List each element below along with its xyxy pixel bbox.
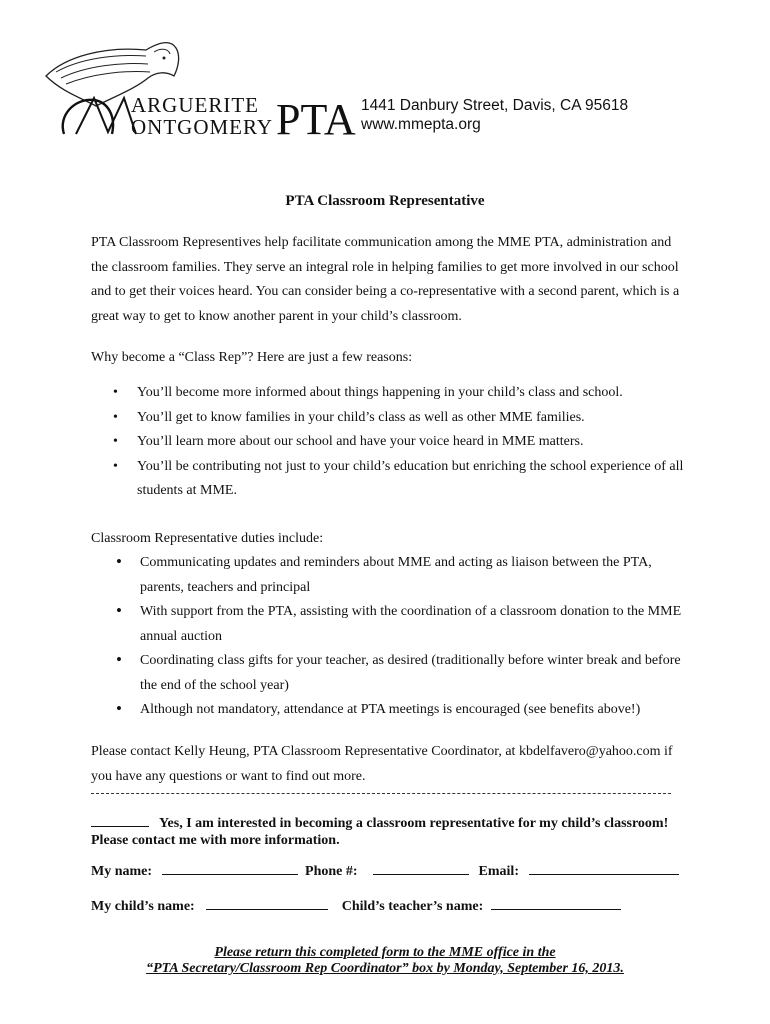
reasons-list [91, 381, 691, 504]
website-link[interactable]: www.mmepta.org [361, 116, 481, 133]
teacher-name-field[interactable] [491, 897, 621, 910]
why-heading: Why become a “Class Rep”? Here are just a few reasons: [91, 350, 413, 365]
pta-logo [36, 36, 356, 146]
cut-line-divider [91, 793, 671, 794]
phone-label: Phone #: [305, 864, 358, 879]
phone-field[interactable] [373, 862, 469, 875]
document-title: PTA Classroom Representative [285, 193, 485, 209]
my-name-field[interactable] [162, 862, 298, 875]
return-instructions [0, 945, 770, 977]
list-item: • Although not mandatory, attendance at PTA meetings is encouraged (see benefits above!) [91, 698, 691, 723]
list-item: • You’ll get to know families in your child’s class as well as other MME families. [91, 406, 691, 431]
form-row-child [91, 897, 711, 915]
list-item: • You’ll become more informed about things happening in your child’s class and school. [91, 381, 691, 406]
list-item: • You’ll learn more about our school and have your voice heard in MME matters. [91, 430, 691, 455]
letterhead-address-block [361, 96, 628, 134]
form-row-contact [91, 862, 711, 880]
address-line: 1441 Danbury Street, Davis, CA 95618 [361, 97, 629, 114]
svg-text:ARGUERITE: ARGUERITE [131, 93, 259, 117]
duties-heading: Classroom Representative duties include: [91, 531, 324, 546]
return-line-2: “PTA Secretary/Classroom Rep Coordinator” box by Monday, September 16, 2013. [146, 961, 624, 976]
contact-paragraph: Please contact Kelly Heung, PTA Classroom Representative Coordinator, at kbdelfavero@yahoo.com if you have any questions or want to find out more. [91, 744, 673, 784]
list-item: • With support from the PTA, assisting with the coordination of a classroom donation to the MME annual auction [91, 600, 691, 649]
interest-statement [91, 814, 691, 849]
svg-text:ONTGOMERY: ONTGOMERY [131, 115, 274, 139]
interest-checkbox-blank[interactable] [91, 814, 149, 827]
list-item: • You’ll be contributing not just to your child’s education but enriching the school experience of all students at MME. [91, 455, 691, 504]
email-label: Email: [478, 864, 519, 879]
letterhead [36, 36, 736, 146]
list-item: • Communicating updates and reminders about MME and acting as liaison between the PTA, parents, teachers and principal [91, 551, 691, 600]
child-name-field[interactable] [206, 897, 328, 910]
duties-list [91, 551, 691, 723]
email-field[interactable] [529, 862, 679, 875]
intro-paragraph: PTA Classroom Representives help facilitate communication among the MME PTA, administration and the classroom families. They serve an integral role in helping families to get more involved in our school and to get their voices heard. You can consider being a co-representative with a second parent, which is a great way to get to know another parent in your child’s classroom. [91, 235, 680, 324]
svg-text:PTA: PTA [276, 95, 356, 144]
child-name-label: My child’s name: [91, 899, 195, 914]
return-line-1: Please return this completed form to the MME office in the [214, 945, 556, 960]
interest-text: Yes, I am interested in becoming a classroom representative for my child’s classroom! Please contact me with more information. [91, 816, 669, 848]
my-name-label: My name: [91, 864, 153, 879]
list-item: • Coordinating class gifts for your teacher, as desired (traditionally before winter break and before the end of the school year) [91, 649, 691, 698]
teacher-name-label: Child’s teacher’s name: [341, 899, 484, 914]
